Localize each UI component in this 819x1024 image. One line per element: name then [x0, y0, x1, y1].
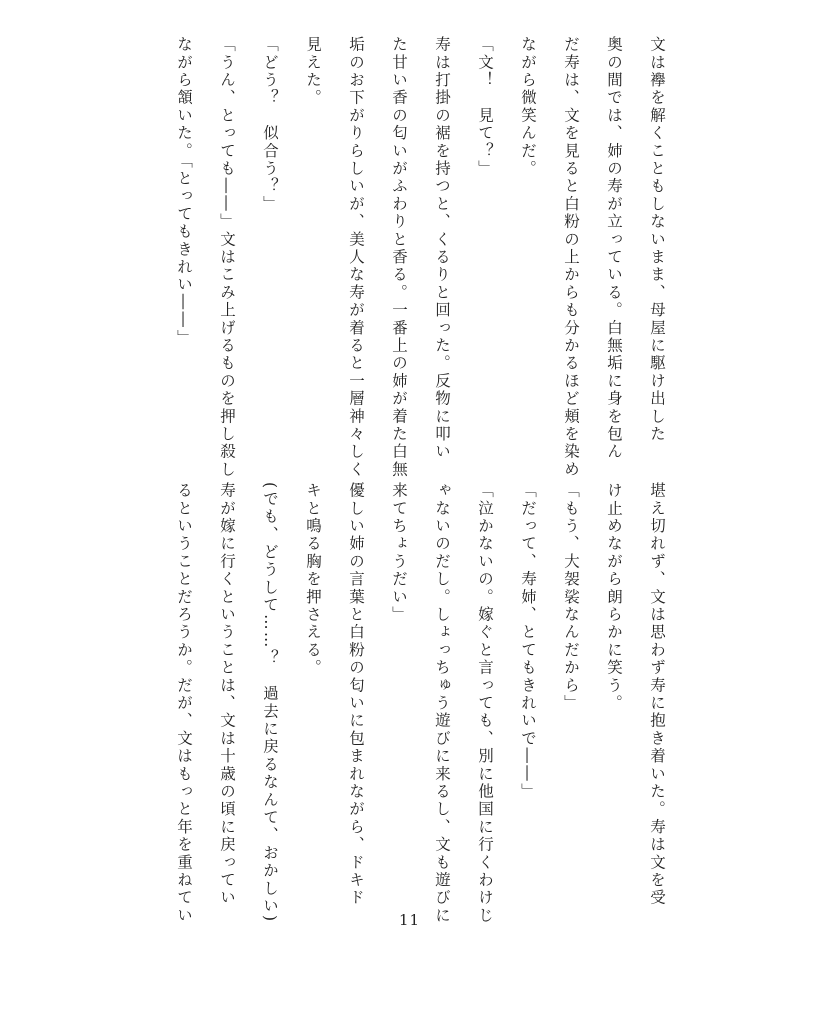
text-line: 「泣かないの。嫁ぐと言っても、別に他国に行くわけじ	[476, 482, 494, 925]
text-line: 文は襷を解くこともしないまま、母屋に駆け出した	[648, 36, 666, 444]
text-line: 「どう？ 似合う？」	[261, 36, 279, 213]
text-line: 「文！ 見て？」	[476, 36, 494, 178]
text-line: るということだろうか。だが、文はもっと年を重ねてい	[175, 482, 193, 925]
text-line: 「だって、寿姉、とてもきれいで――」	[519, 482, 537, 801]
text-line: ながら微笑んだ。	[519, 36, 537, 178]
text-line: キと鳴る胸を押さえる。	[304, 482, 322, 677]
text-line: ゃないのだし。しょっちゅう遊びに来るし、文も遊びに	[433, 482, 451, 925]
page-number: 11	[398, 911, 421, 929]
text-line: 寿は打掛の裾を持つと、くるりと回った。反物に叩い	[433, 36, 451, 461]
text-block-top	[162, 36, 678, 479]
text-line: 奥の間では、姉の寿が立っている。白無垢に身を包ん	[605, 36, 623, 461]
text-line: け止めながら朗らかに笑う。	[605, 482, 623, 713]
text-line: ながら頷いた。「とってもきれい――」	[175, 36, 193, 347]
text-line: 「うん、とっても――」文はこみ上げるものを押し殺し	[218, 36, 236, 479]
text-line: 「もう、大袈裟なんだから」	[562, 482, 580, 713]
text-line: 見えた。	[304, 36, 322, 107]
text-line: 寿が嫁に行くということは、文は十歳の頃に戻ってい	[218, 482, 236, 907]
text-line: (でも、どうして……？ 過去に戻るなんて、おかしい)	[261, 482, 279, 924]
text-line: 優しい姉の言葉と白粉の匂いに包まれながら、ドキド	[347, 482, 365, 907]
text-line: 来てちょうだい」	[390, 482, 408, 624]
text-line: 堪え切れず、文は思わず寿に抱き着いた。寿は文を受	[648, 482, 666, 907]
text-line: だ寿は、文を見ると白粉の上からも分かるほど頬を染め	[562, 36, 580, 479]
text-line: た甘い香の匂いがふわりと香る。一番上の姉が着た白無	[390, 36, 408, 479]
text-line: 垢のお下がりらしいが、美人な寿が着ると一層神々しく	[347, 36, 365, 479]
